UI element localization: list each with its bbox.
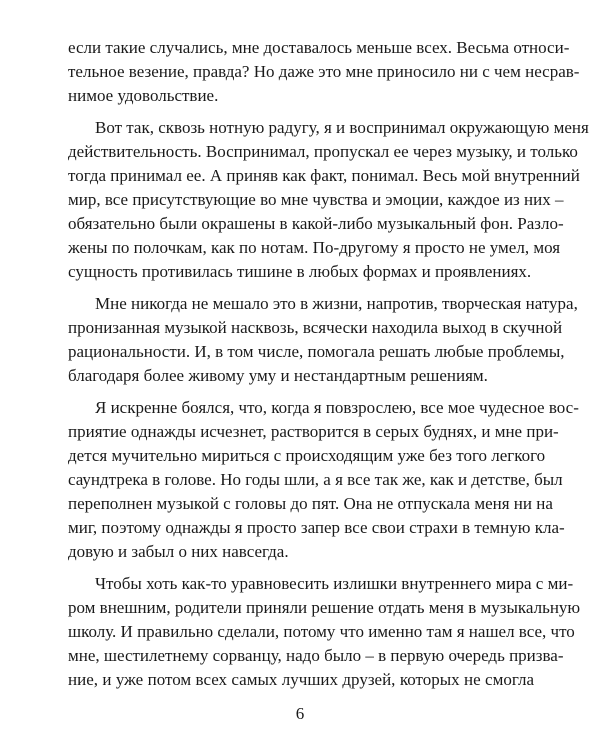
text-line: переполнен музыкой с головы до пят. Она не отпускала меня ни на <box>68 494 553 513</box>
text-line: обязательно были окрашены в какой-либо музыкальный фон. Разло- <box>68 214 564 233</box>
text-line: Чтобы хоть как-то уравновесить излишки внутреннего мира с ми- <box>95 574 574 593</box>
text-line: Я искренне боялся, что, когда я повзрослею, все мое чудесное вос- <box>95 398 579 417</box>
text-line: тогда принимал ее. А приняв как факт, понимал. Весь мой внутренний <box>68 166 580 185</box>
text-line: нимое удовольствие. <box>68 86 219 105</box>
text-line: мир, все присутствующие во мне чувства и эмоции, каждое из них – <box>68 190 564 209</box>
text-line: жены по полочкам, как по нотам. По-другому я просто не умел, моя <box>68 238 561 257</box>
text-line: ром внешним, родители приняли решение отдать меня в музыкальную <box>68 598 581 617</box>
text-line: Вот так, сквозь нотную радугу, я и воспринимал окружающую меня <box>95 118 589 137</box>
text-line: пронизанная музыкой насквозь, всячески находила выход в скучной <box>68 318 563 337</box>
text-line: саундтрека в голове. Но годы шли, а я все так же, как и детстве, был <box>68 470 563 489</box>
text-line: благодаря более живому уму и нестандартным решениям. <box>68 366 488 385</box>
text-line: довую и забыл о них навсегда. <box>68 542 289 561</box>
text-line: действительность. Воспринимал, пропускал ее через музыку, и только <box>68 142 578 161</box>
text-line: если такие случались, мне доставалось меньше всех. Весьма относи- <box>68 38 570 57</box>
text-line: тельное везение, правда? Но даже это мне приносило ни с чем несрав- <box>68 62 580 81</box>
text-line: миг, поэтому однажды я просто запер все свои страхи в темную кла- <box>68 518 565 537</box>
text-line: дется мучительно мириться с происходящим уже без того легкого <box>68 446 546 465</box>
text-line: рациональности. И, в том числе, помогала решать любые проблемы, <box>68 342 565 361</box>
text-line: приятие однажды исчезнет, растворится в серых буднях, и мне при- <box>68 422 559 441</box>
text-line: мне, шестилетнему сорванцу, надо было – в первую очередь призва- <box>68 646 564 665</box>
text-line: ние, и уже потом всех самых лучших друзей, которых не смогла <box>68 670 534 689</box>
page-number: 6 <box>295 704 305 723</box>
text-line: школу. И правильно сделали, потому что именно там я нашел все, что <box>68 622 575 641</box>
text-line: Мне никогда не мешало это в жизни, напротив, творческая натура, <box>95 294 578 313</box>
text-line: сущность противилась тишине в любых формах и проявлениях. <box>68 262 532 281</box>
